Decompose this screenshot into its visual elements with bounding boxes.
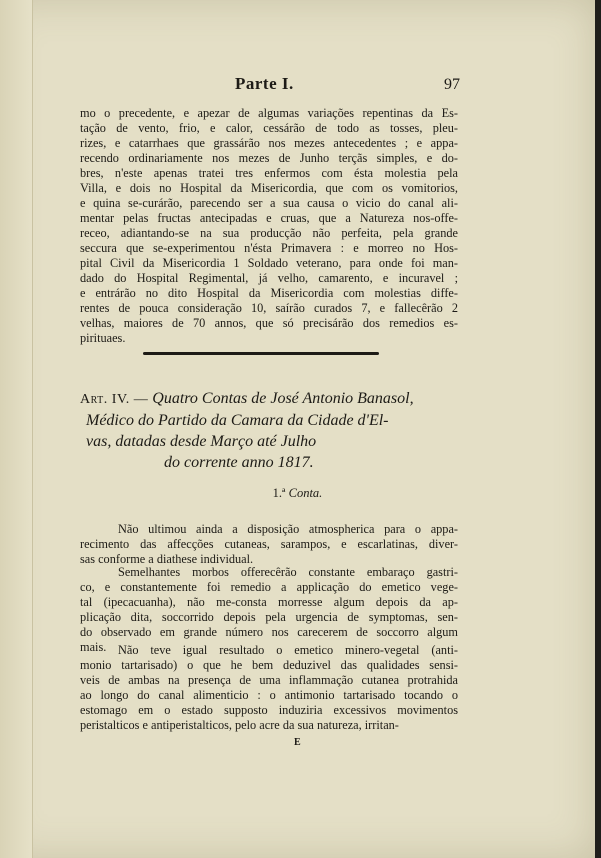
- text-line: recimento das affecções cutaneas, sarampos, e escarlatinas, diver-: [80, 537, 458, 551]
- text-line: peristalticos e antiperistalticos, pelo acre da sua natureza, irritan-: [80, 718, 399, 732]
- top-paragraph: [80, 106, 458, 346]
- article-title-line: vas, datadas desde Março até Julho: [86, 433, 317, 450]
- text-line: tação de vento, frio, e calor, cessárão de todo as tosses, pleu-: [80, 121, 458, 135]
- body-paragraph: [80, 643, 458, 733]
- text-line: estomago em o estado supposto induziria excessivos movimentos: [80, 703, 458, 717]
- text-line: ao longo do canal alimenticio : o antimonio tartarisado tocando o: [80, 688, 458, 702]
- page-number: 97: [444, 76, 460, 93]
- text-line: Não teve igual resultado o emetico minero-vegetal (anti-: [118, 643, 458, 657]
- text-line: mo o precedente, e apezar de algumas variações repentinas da Es-: [80, 106, 458, 120]
- article-label: Art. IV. —: [80, 392, 149, 407]
- text-line: bres, n'este apenas tratei tres enfermos com ésta molestia pela: [80, 166, 458, 180]
- article-title-line: Médico do Partido da Camara da Cidade d'El-: [86, 412, 389, 429]
- text-line: rentes de pouca consideração 10, saírão curados 7, e fallecêrão 2: [80, 301, 458, 315]
- article-title-line: Quatro Contas de José Antonio Banasol,: [152, 390, 414, 407]
- article-heading-line-1: [80, 388, 458, 410]
- binding-gutter: [0, 0, 33, 858]
- text-line: recendo ordinariamente nos mezes de Junho terçãs simples, e do-: [80, 151, 458, 165]
- text-line: mais.: [80, 640, 107, 654]
- article-title-line: do corrente anno 1817.: [164, 454, 314, 471]
- text-line: veis de ambas na presença de uma inflammação cutanea protrahida: [80, 673, 458, 687]
- text-line: pirituaes.: [80, 331, 126, 345]
- text-line: mentar pelas fructas antecipadas e cruas, que a Natureza nos-offe-: [80, 211, 458, 225]
- article-heading-line-4: [80, 452, 458, 473]
- text-line: velhas, maiores de 70 annos, que só precisárão dos remedios es-: [80, 316, 458, 330]
- text-line: Villa, e dois no Hospital da Misericordia, que com os vomitorios,: [80, 181, 458, 195]
- body-paragraph: [80, 565, 458, 655]
- running-title: Parte I.: [235, 74, 294, 93]
- text-line: sas conforme a diathese individual.: [80, 552, 254, 566]
- text-line: e quina se-curárão, parecendo ser a sua causa o vicio do canal ali-: [80, 196, 458, 210]
- text-line: tal (ipecacuanha), não me-consta morresse algum depois da ap-: [80, 595, 458, 609]
- text-line: Semelhantes morbos offerecêrão constante embaraço gastri-: [118, 565, 458, 579]
- article-heading: [80, 388, 458, 473]
- text-line: dado do Hospital Regimental, já velho, camarento, e incuravel ;: [80, 271, 458, 285]
- text-line: rizes, e catarrhaes que grassárão nos mezes antecedentes ; e appa-: [80, 136, 458, 150]
- conta-label: Conta.: [288, 486, 323, 500]
- conta-number: 1.ª: [272, 486, 286, 500]
- signature-mark: E: [294, 737, 301, 748]
- article-heading-line-2: [80, 410, 458, 431]
- text-line: monio tartarisado) o que he bem deduzivel das qualidades sensi-: [80, 658, 458, 672]
- page-header: [0, 74, 595, 102]
- article-heading-line-3: [80, 431, 458, 452]
- text-line: do observado em grande número nos carecerem de soccorro algum: [80, 625, 458, 639]
- text-line: seccura que se-experimentou n'ésta Primavera : e morreo no Hos-: [80, 241, 458, 255]
- scan-edge: [595, 0, 601, 858]
- text-line: Não ultimou ainda a disposição atmospherica para o appa-: [118, 522, 458, 536]
- text-line: receo, adiantando-se na sua producção não perfeita, pela grande: [80, 226, 458, 240]
- text-line: plicação dita, soccorrido depois pela urgencia de symptomas, sen-: [80, 610, 458, 624]
- text-line: pital Civil da Misericordia 1 Soldado veterano, para onde foi man-: [80, 256, 458, 270]
- section-divider: [143, 352, 379, 355]
- body-paragraph: [80, 522, 458, 567]
- text-line: co, e constantemente foi remedio a applicação do emetico vege-: [80, 580, 458, 594]
- text-line: e entrárão no dito Hospital da Misericordia com molestias diffe-: [80, 286, 458, 300]
- conta-subheading: [0, 486, 595, 501]
